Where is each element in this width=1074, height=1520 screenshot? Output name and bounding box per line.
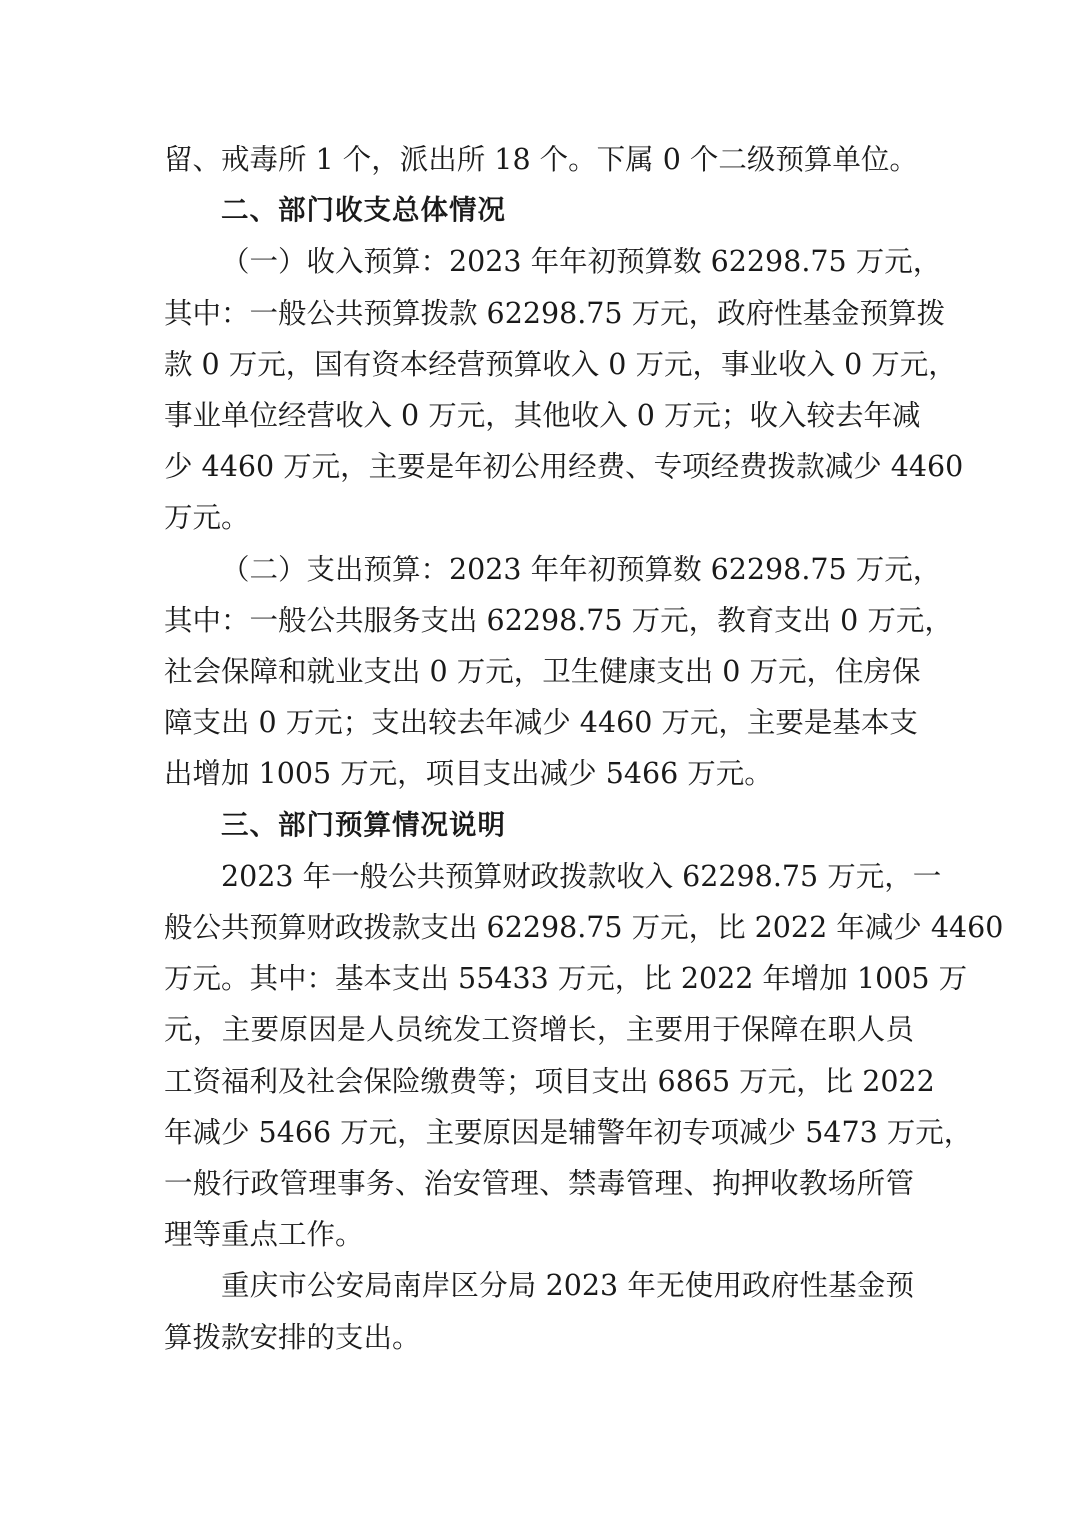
text-line: 万元。其中：基本支出 55433 万元，比 2022 年增加 1005 万 xyxy=(164,962,968,996)
text-line: 元，主要原因是人员统发工资增长，主要用于保障在职人员 xyxy=(164,1013,914,1047)
text-line: （一）收入预算：2023 年年初预算数 62298.75 万元， xyxy=(221,245,942,279)
text-line: 一般行政管理事务、治安管理、禁毒管理、拘押收教场所管 xyxy=(164,1167,914,1201)
section-heading-3: 三、部门预算情况说明 xyxy=(221,808,506,841)
text-line: 重庆市公安局南岸区分局 2023 年无使用政府性基金预 xyxy=(221,1269,914,1303)
text-line: 少 4460 万元，主要是年初公用经费、专项经费拨款减少 4460 xyxy=(164,450,964,484)
paragraph-government-fund xyxy=(164,1260,914,1362)
paragraph-budget-explanation xyxy=(164,851,1004,1261)
paragraph-expenditure-budget xyxy=(164,544,953,800)
text-line: 算拨款安排的支出。 xyxy=(164,1320,421,1354)
text-line: 社会保障和就业支出 0 万元，卫生健康支出 0 万元，住房保 xyxy=(164,655,921,689)
text-line: 工资福利及社会保险缴费等；项目支出 6865 万元，比 2022 xyxy=(164,1064,935,1098)
text-line: 出增加 1005 万元，项目支出减少 5466 万元。 xyxy=(164,757,773,791)
text-line: 事业单位经营收入 0 万元，其他收入 0 万元；收入较去年减 xyxy=(164,399,921,433)
section-heading-2: 二、部门收支总体情况 xyxy=(221,194,506,227)
text-line: 障支出 0 万元；支出较去年减少 4460 万元，主要是基本支 xyxy=(164,706,918,740)
text-line: 款 0 万元，国有资本经营预算收入 0 万元，事业收入 0 万元， xyxy=(164,347,957,381)
text-line: 万元。 xyxy=(164,501,250,535)
paragraph-continuation xyxy=(164,134,918,185)
text-line: （二）支出预算：2023 年年初预算数 62298.75 万元， xyxy=(221,552,942,586)
text-line: 般公共预算财政拨款支出 62298.75 万元，比 2022 年减少 4460 xyxy=(164,911,1004,945)
document-page xyxy=(164,134,1004,1363)
text-line: 留、戒毒所 1 个，派出所 18 个。下属 0 个二级预算单位。 xyxy=(164,143,918,176)
paragraph-income-budget xyxy=(164,236,964,543)
text-line: 年减少 5466 万元，主要原因是辅警年初专项减少 5473 万元， xyxy=(164,1115,973,1149)
text-line: 2023 年一般公共预算财政拨款收入 62298.75 万元，一 xyxy=(221,859,942,893)
text-line: 其中：一般公共预算拨款 62298.75 万元，政府性基金预算拨 xyxy=(164,296,946,330)
text-line: 其中：一般公共服务支出 62298.75 万元，教育支出 0 万元， xyxy=(164,603,953,637)
text-line: 理等重点工作。 xyxy=(164,1218,364,1252)
